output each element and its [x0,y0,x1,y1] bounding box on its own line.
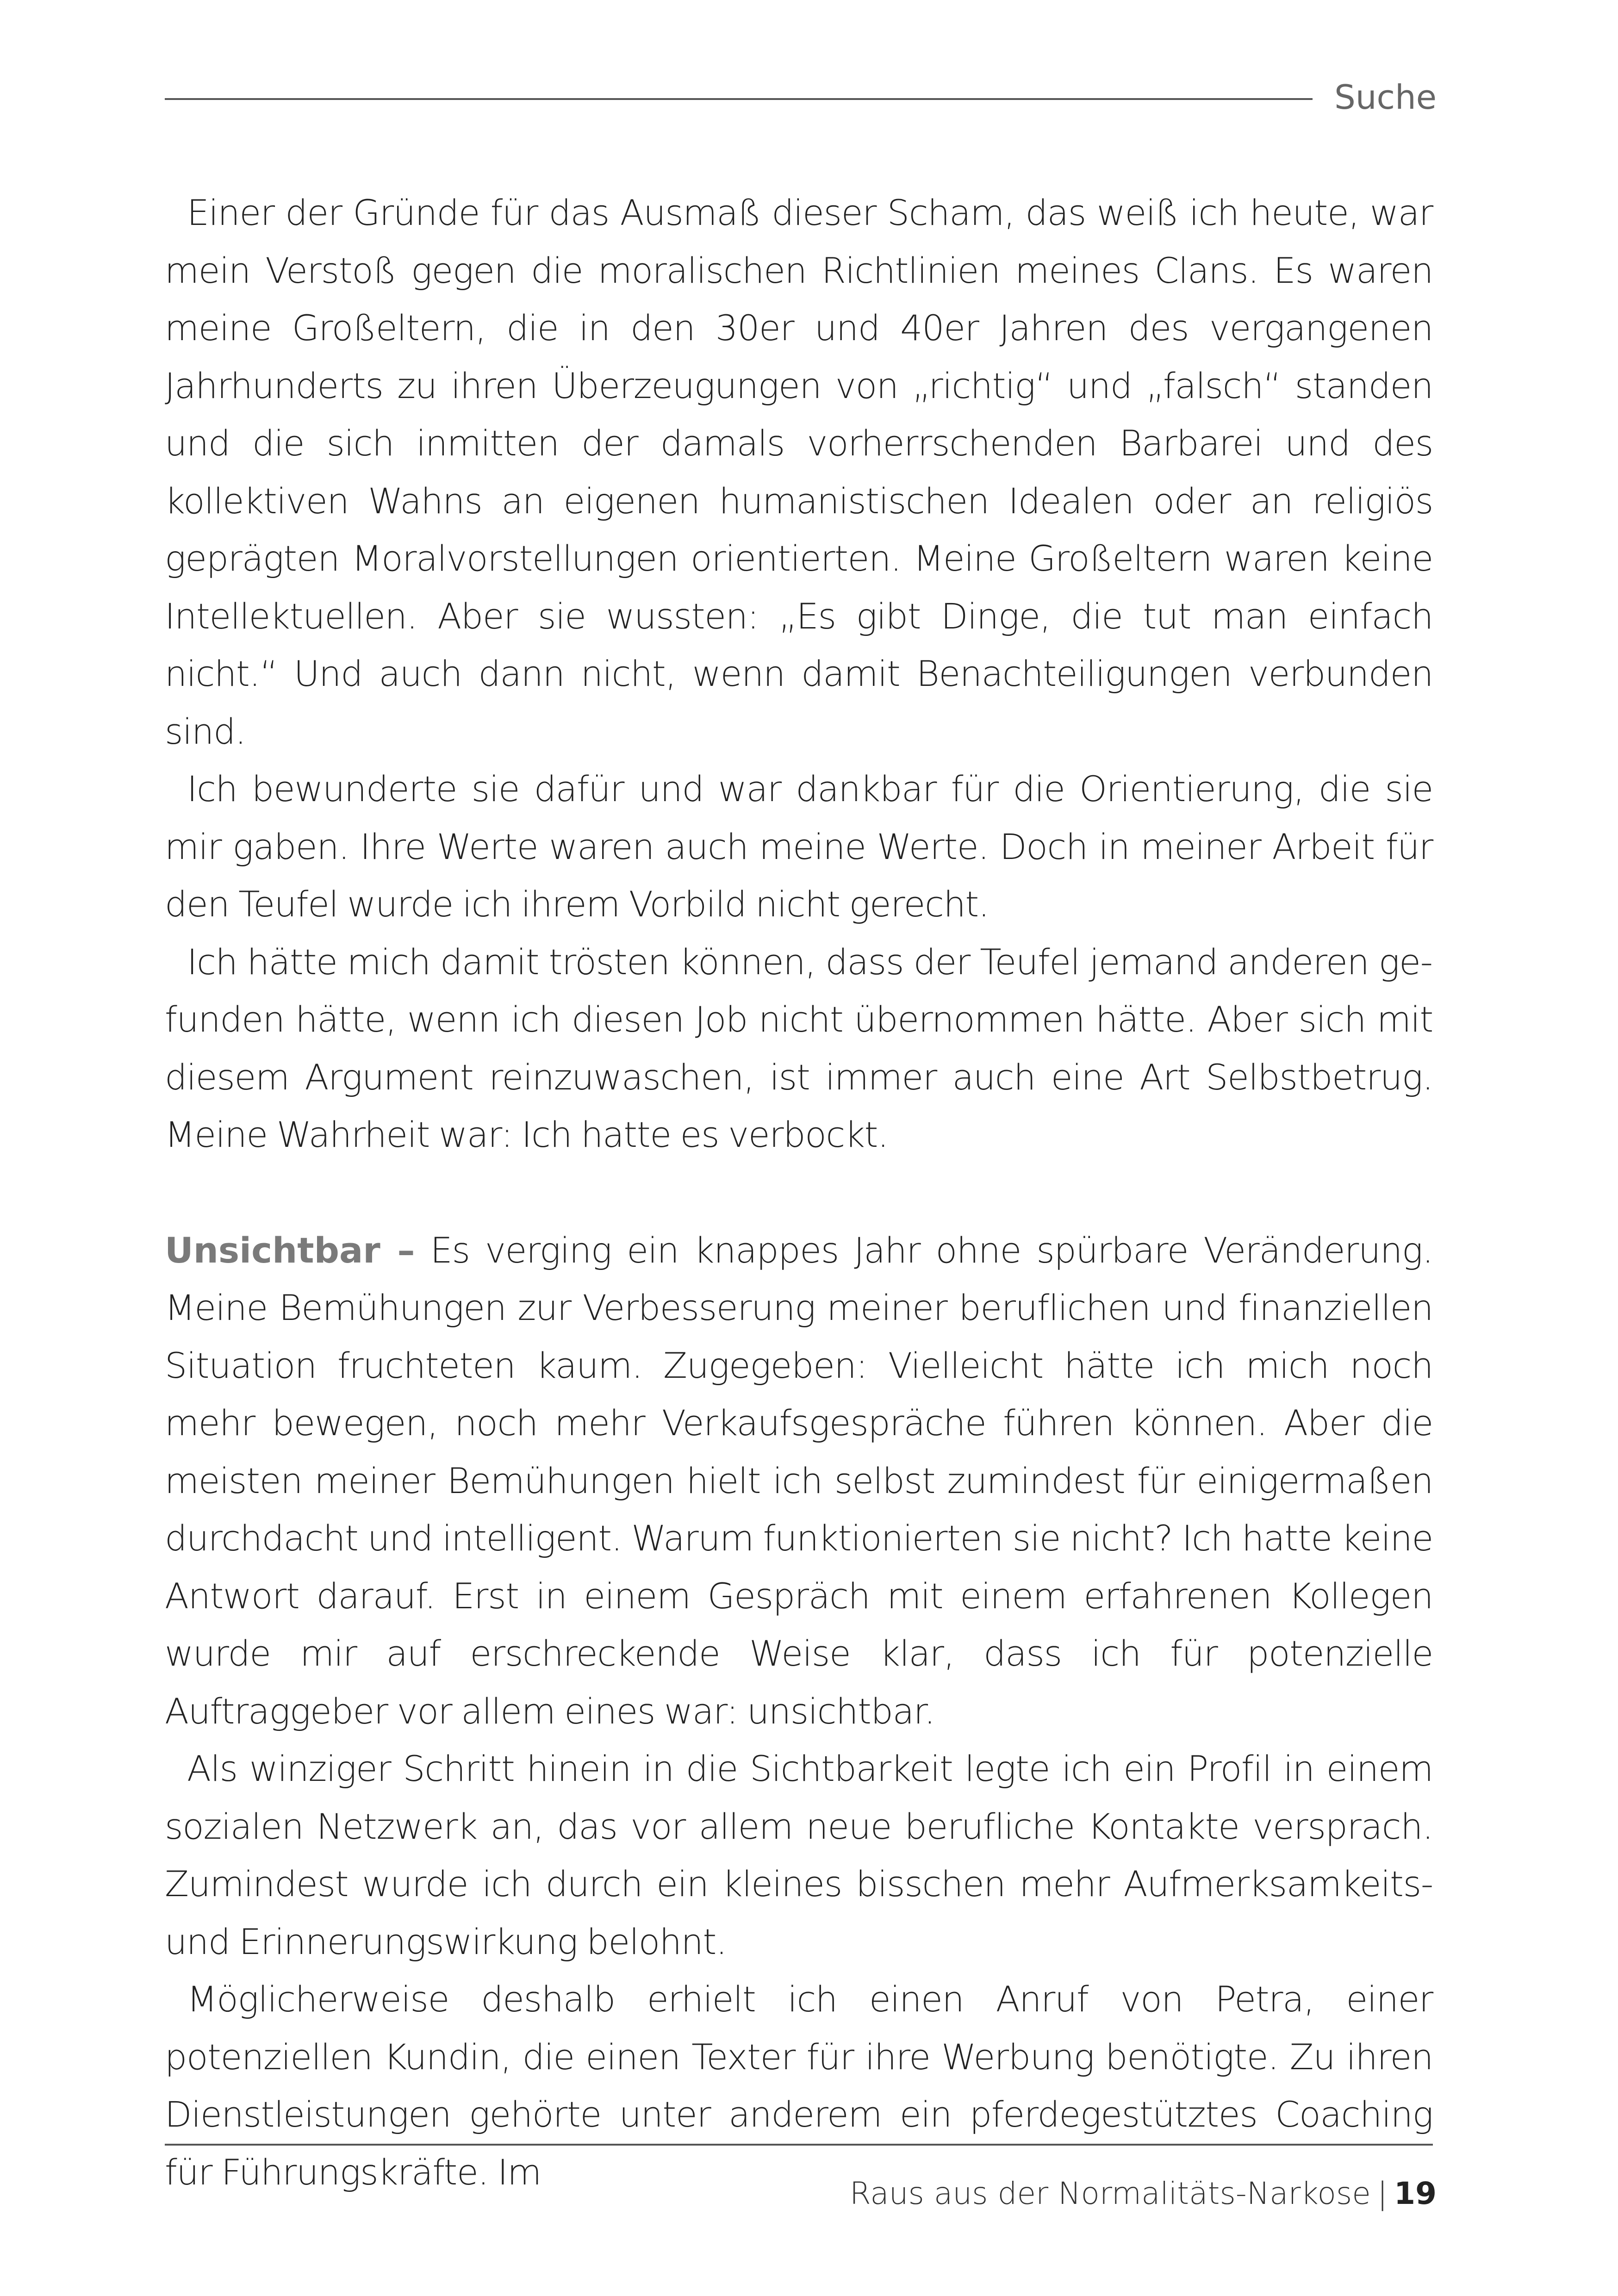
paragraph: Als winziger Schritt hinein in die Sichtbarkeit legte ich ein Profil in einem sozialen Netzwerk an, das vor allem neue berufliche Kontakte versprach. Zumindest wurde ich durch ein kleines bisschen mehr Aufmerksamkeits- und Erinnerungswirkung belohnt. [165,1748,1433,1962]
header-rule [165,98,1313,100]
section-first-paragraph-text: Es verging ein knappes Jahr ohne spürbare Veränderung. Meine Bemühungen zur Verbesserung meiner beruflichen und finanziellen Situation fruchteten kaum. Zugegeben: Vielleicht hätte ich mich noch mehr bewegen, noch mehr Verkaufsgespräche führen können. Aber die meisten meiner Bemühungen hielt ich selbst zumindest für einigermaßen durchdacht und intelligent. Warum funktionierten sie nicht? Ich hatte keine Antwort darauf. Erst in einem Gespräch mit einem erfahrenen Kollegen wurde mir auf erschreckende Weise klar, dass ich für potenzielle Auftraggeber vor allem eines war: unsichtbar. [165,1229,1433,1732]
book-title: Raus aus der Normalitäts-Narkose [849,2176,1371,2211]
page-number: 19 [1394,2176,1437,2211]
paragraph: Ich hätte mich damit trösten können, dass der Teufel jemand anderen gefunden hätte, wenn ich diesen Job nicht übernommen hätte. Aber sich mit diesem Argument reinzuwaschen, ist immer auch eine Art Selbstbetrug. Meine Wahrheit war: Ich hatte es verbockt. [165,941,1433,1155]
section-heading: Unsichtbar – [165,1229,415,1271]
paragraph: Ich bewunderte sie dafür und war dankbar für die Orientierung, die sie mir gaben. Ihre Werte waren auch meine Werte. Doch in meiner Arbeit für den Teufel wurde ich ihrem Vorbild nicht gerecht. [165,768,1433,925]
paragraph: Einer der Gründe für das Ausmaß dieser Scham, das weiß ich heute, war mein Verstoß gegen die moralischen Richtlinien meines Clans. Es waren meine Großeltern, die in den 30er und 40er Jahren des vergangenen Jahrhunderts zu ihren Überzeugungen von „richtig“ und „falsch“ standen und die sich inmitten der damals vorherrschenden Barbarei und des kollektiven Wahns an eigenen humanistischen Idealen oder an religiös geprägten Moralvorstellungen orientierten. Meine Großeltern waren keine Intellektuellen. Aber sie wussten: „Es gibt Dinge, die tut man einfach nicht.“ Und auch dann nicht, wenn damit Benachteiligungen verbunden sind. [165,192,1433,752]
body-text [165,184,1433,2201]
footer-rule [165,2144,1433,2146]
section-first-paragraph [165,1222,1433,1741]
running-header-section-title: Suche [1334,78,1437,117]
paragraph: Möglicherweise deshalb erhielt ich einen Anruf von Petra, einer potenziellen Kundin, die einen Texter für ihre Werbung benötigte. Zu ihren Dienstleistungen gehörte unter anderem ein pferdegestütztes Coaching für Führungskräfte. Im [165,1979,1433,2193]
running-footer [850,2171,1437,2217]
footer-separator: | [1377,2176,1388,2211]
